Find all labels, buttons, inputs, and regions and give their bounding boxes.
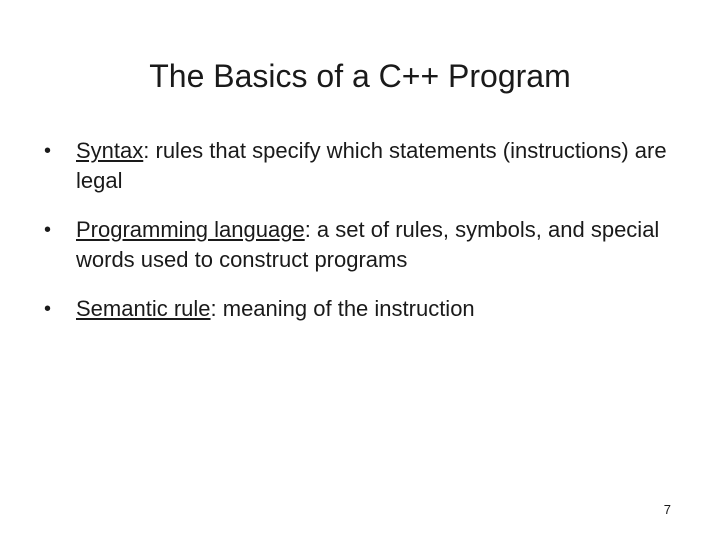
bullet-item-programming-language [44,215,684,275]
bullet-definition: : a set of rules, symbols, and special words used to construct programs [76,217,660,272]
bullet-term: Semantic rule [76,296,211,321]
bullet-definition: : meaning of the instruction [210,296,475,321]
bullet-icon: • [44,219,52,241]
bullet-icon: • [44,298,52,320]
bullet-item-semantic-rule [44,294,684,324]
bullet-term: Programming language [76,217,305,242]
bullet-list [44,136,684,343]
bullet-item-syntax [44,136,684,196]
slide-title: The Basics of a C++ Program [149,58,571,94]
page-number: 7 [663,502,671,517]
bullet-term: Syntax [76,138,144,163]
bullet-definition: : rules that specify which statements (instructions) are legal [76,138,667,193]
bullet-icon: • [44,140,52,162]
